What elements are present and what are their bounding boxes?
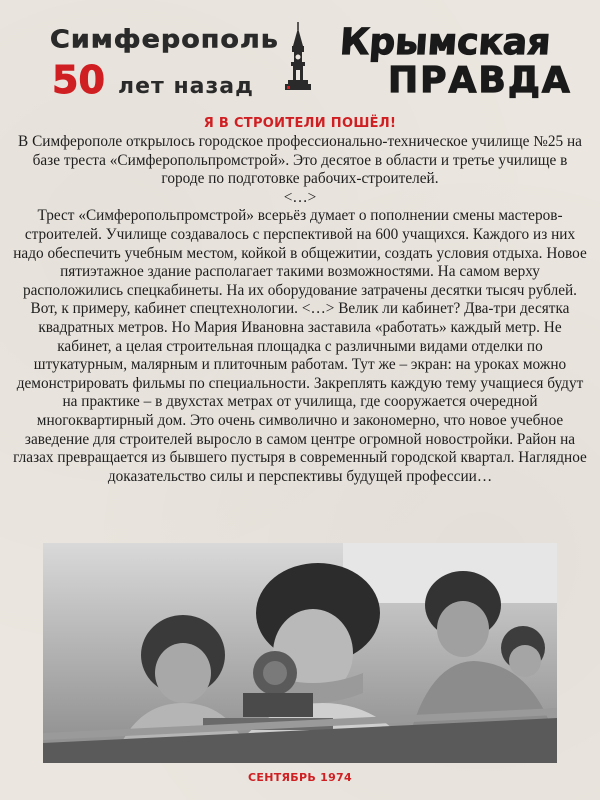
- publication-date: СЕНТЯБРЬ 1974: [248, 771, 352, 784]
- article-ellipsis: <…>: [283, 188, 317, 206]
- header-city: Симферополь: [50, 25, 279, 54]
- article-paragraph-2: Трест «Симферопольпромстрой» всерьёз думает о пополнении смены мастеров-строителей. Училище создавалось с перспективой на 600 учащихся. Каждого из них надо обеспечить учебным местом, койкой в общежитии, создать условия отдыха. Новое пятиэтажное здание располагает такими возможностями. На самом верху расположились спецкабинеты. На их оборудование затрачены десятки тысяч рублей. Вот, к примеру, кабинет спецтехнологии. <…> Велик ли кабинет? Два-три десятка квадратных метров. Но Мария Ивановна заставила «работать» каждый метр. Не кабинет, а целая строительная площадка с различными видами отделки по штукатурным, малярным и плиточным работам. Тут же – экран: на уроках можно демонстрировать фильмы по специальности. Закреплять каждую тему учащиеся будут на практике – в двухстах метрах от училища, где сооружается очередной многоквартирный дом. Это очень символично и закономерно, что новое учебное заведение для строителей выросло в самом центре огромной новостройки. Район на глазах превращается из бывшего пустыря в современный городской квартал. Наглядное доказательство силы и перспективы будущей профессии…: [13, 207, 587, 485]
- paper-title-line2: ПРАВДА: [388, 60, 572, 101]
- header-fifty: 50: [52, 58, 105, 102]
- clock-tower-icon: [285, 22, 311, 94]
- article-photo: [43, 543, 557, 763]
- article-headline: Я В СТРОИТЕЛИ ПОШЁЛ!: [203, 116, 397, 131]
- paper-title-line1: Крымская: [338, 22, 552, 63]
- header-years-ago: лет назад: [118, 74, 254, 99]
- article-body: [10, 133, 590, 486]
- article-paragraph-1: В Симферополе открылось городское профессионально-техническое училище №25 на базе треста «Симферопольпромстрой». Это десятое в области и третье училище в городе по подготовке рабочих-строителей.: [18, 133, 582, 188]
